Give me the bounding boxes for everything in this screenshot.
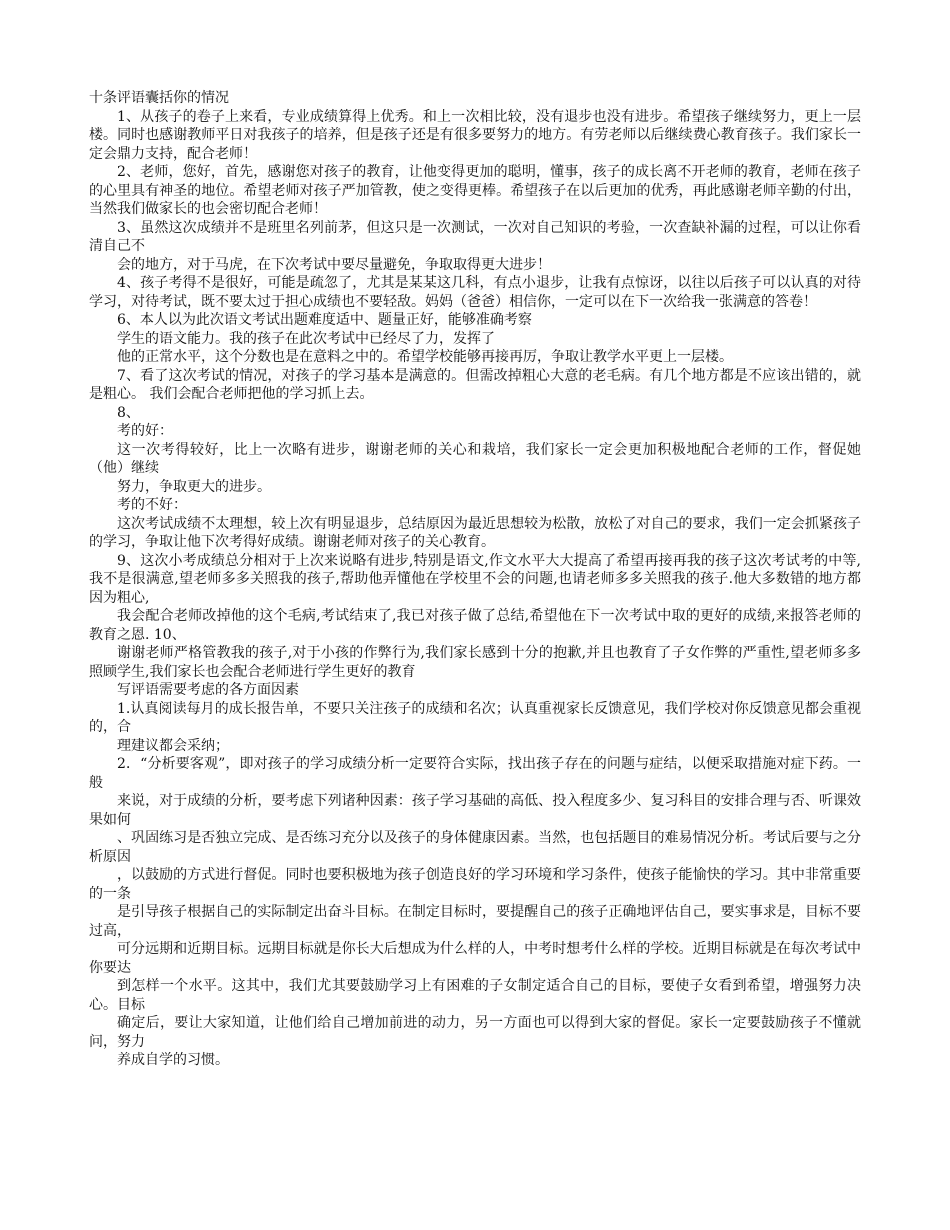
paragraph: 养成自学的习惯。 xyxy=(117,1052,229,1068)
paragraph: 他的正常水平，这个分数也是在意料之中的。希望学校能够再接再厉，争取让教学水平更上一层楼。 xyxy=(117,349,733,365)
paragraph: 可分远期和近期目标。远期目标就是你长大后想成为什么样的人，中考时想考什么样的学校。近期目标就是在每次考试中你要达 xyxy=(89,941,861,976)
paragraph: 2、老师，您好，首先，感谢您对孩子的教育，让他变得更加的聪明，懂事，孩子的成长离不开老师的教育，老师在孩子的心里具有神圣的地位。希望老师对孩子严加管教，使之变得更棒。希望孩子在以后更加的优秀，再此感谢老师辛勤的付出，当然我们做家长的也会密切配合老师！ xyxy=(89,164,861,217)
paragraph: 9、这次小考成绩总分相对于上次来说略有进步,特别是语文,作文水平大大提高了希望再接再我的孩子这次考试考的中等,我不是很满意,望老师多多关照我的孩子,帮助他弄懂他在学校里不会的问题,也请老师多多关照我的孩子.他大多数错的地方都因为粗心, xyxy=(89,552,861,606)
paragraph: 考的好： xyxy=(117,423,173,439)
paragraph: 是引导孩子根据自己的实际制定出奋斗目标。在制定目标时，要提醒自己的孩子正确地评估自己，要实事求是，目标不要过高， xyxy=(89,904,861,939)
paragraph: 理建议都会采纳； xyxy=(117,737,229,754)
paragraph: 确定后，要让大家知道，让他们给自己增加前进的动力，另一方面也可以得到大家的督促。家长一定要鼓励孩子不懂就问，努力 xyxy=(89,1015,861,1050)
paragraph: 谢谢老师严格管教我的孩子,对于小孩的作弊行为,我们家长感到十分的抱歉,并且也教育了子女作弊的严重性,望老师多多照顾学生,我们家长也会配合老师进行学生更好的教育 xyxy=(89,645,861,680)
section-heading: 写评语需要考虑的各方面因素 xyxy=(117,682,299,698)
document-body xyxy=(89,89,861,1070)
paragraph: 1、从孩子的卷子上来看，专业成绩算得上优秀。和上一次相比较，没有退步也没有进步。希望孩子继续努力，更上一层楼。同时也感谢教师平日对我孩子的培养，但是孩子还是有很多要努力的地方。有劳老师以后继续费心教育孩子。我们家长一定会鼎力支持，配合老师！ xyxy=(89,108,861,162)
paragraph: 努力，争取更大的进步。 xyxy=(117,478,271,495)
paragraph: 1.认真阅读每月的成长报告单，不要只关注孩子的成绩和名次；认真重视家长反馈意见，我们学校对你反馈意见都会重视的，合 xyxy=(89,700,861,735)
document-title: 十条评语囊括你的情况 xyxy=(89,90,229,106)
paragraph: 8、 xyxy=(117,404,140,421)
paragraph: 到怎样一个水平。这其中，我们尤其要鼓励学习上有困难的子女制定适合自己的目标，要使子女看到希望，增强努力决心。目标 xyxy=(89,978,861,1013)
paragraph: 考的不好： xyxy=(117,497,187,513)
paragraph: 3、虽然这次成绩并不是班里名列前茅，但这只是一次测试，一次对自己知识的考验，一次查缺补漏的过程，可以让你看清自己不 xyxy=(89,219,861,254)
paragraph: 7、看了这次考试的情况，对孩子的学习基本是满意的。但需改掉粗心大意的老毛病。有几个地方都是不应该出错的，就是粗心。 我们会配合老师把他的学习抓上去。 xyxy=(89,367,861,402)
paragraph: 会的地方，对于马虎，在下次考试中要尽量避免，争取取得更大进步！ xyxy=(117,256,551,273)
paragraph: 4、孩子考得不是很好，可能是疏忽了，尤其是某某这几科，有点小退步，让我有点惊讶，以往以后孩子可以认真的对待学习，对待考试，既不要太过于担心成绩也不要轻敌。妈妈（爸爸）相信你，一定可以在下一次给我一张满意的答卷！ xyxy=(89,275,861,310)
paragraph: 、巩固练习是否独立完成、是否练习充分以及孩子的身体健康因素。当然，也包括题目的难易情况分析。考试后要与之分析原因 xyxy=(89,830,861,865)
paragraph: 来说，对于成绩的分析，要考虑下列诸种因素：孩子学习基础的高低、投入程度多少、复习科目的安排合理与否、听课效果如何 xyxy=(89,793,861,828)
paragraph: 这一次考得较好，比上一次略有进步，谢谢老师的关心和栽培，我们家长一定会更加积极地配合老师的工作，督促她（他）继续 xyxy=(89,441,861,476)
paragraph: 2．“分析要客观”，即对孩子的学习成绩分析一定要符合实际，找出孩子存在的问题与症结，以便采取措施对症下药。一般 xyxy=(89,756,861,791)
paragraph: 6、本人以为此次语文考试出题难度适中、题量正好，能够准确考察 xyxy=(117,312,532,328)
paragraph: ，以鼓励的方式进行督促。同时也要积极地为孩子创造良好的学习环境和学习条件，使孩子能愉快的学习。其中非常重要的一条 xyxy=(89,867,861,902)
paragraph: 我会配合老师改掉他的这个毛病,考试结束了,我已对孩子做了总结,希望他在下一次考试中取的更好的成绩,来报答老师的教育之恩. 10、 xyxy=(89,608,861,643)
paragraph: 学生的语文能力。我的孩子在此次考试中已经尽了力，发挥了 xyxy=(117,330,495,347)
paragraph: 这次考试成绩不太理想，较上次有明显退步，总结原因为最近思想较为松散，放松了对自己的要求，我们一定会抓紧孩子的学习，争取让他下次考得好成绩。谢谢老师对孩子的关心教育。 xyxy=(89,515,861,550)
